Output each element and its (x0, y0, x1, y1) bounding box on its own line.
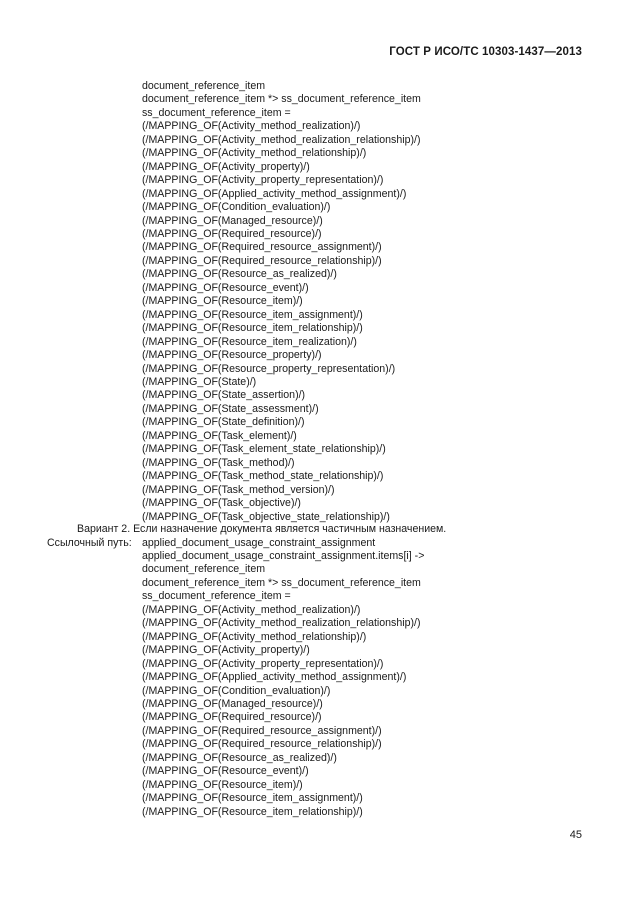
mapping-line: ss_document_reference_item = (142, 590, 291, 603)
mapping-line: (/MAPPING_OF(Required_resource)/) (142, 711, 322, 724)
mapping-line: document_reference_item (142, 80, 266, 92)
reference-path-label: Ссылочный путь: (47, 537, 132, 549)
mapping-line: (/MAPPING_OF(Task_method_version)/) (142, 483, 335, 496)
mapping-line: (/MAPPING_OF(Activity_property)/) (142, 644, 310, 657)
mapping-line: (/MAPPING_OF(Resource_event)/) (142, 765, 309, 778)
mapping-line: document_reference_item *> ss_document_reference_item (142, 93, 421, 106)
mapping-line: (/MAPPING_OF(Resource_item)/) (142, 295, 303, 308)
mapping-line: (/MAPPING_OF(Required_resource_relationship)/) (142, 254, 382, 267)
mapping-line: (/MAPPING_OF(Task_method_state_relationship)/) (142, 470, 384, 483)
mapping-line: (/MAPPING_OF(Required_resource_assignment)/) (142, 724, 382, 737)
mapping-line: (/MAPPING_OF(Activity_property_representation)/) (142, 174, 384, 187)
mapping-line: (/MAPPING_OF(Managed_resource)/) (142, 214, 323, 227)
mapping-line: (/MAPPING_OF(Task_method)/) (142, 456, 295, 469)
mapping-line: (/MAPPING_OF(Task_element_state_relationship)/) (142, 443, 386, 456)
mapping-line: (/MAPPING_OF(Activity_method_realization)/) (142, 120, 361, 133)
mapping-line: (/MAPPING_OF(Activity_method_relationship)/) (142, 147, 367, 160)
mapping-line: (/MAPPING_OF(Condition_evaluation)/) (142, 201, 331, 214)
mapping-line: document_reference_item *> ss_document_reference_item (142, 576, 421, 589)
mapping-line: (/MAPPING_OF(Resource_item_relationship)/) (142, 805, 363, 818)
mapping-line: (/MAPPING_OF(Activity_method_realization_relationship)/) (142, 617, 421, 630)
mapping-line: (/MAPPING_OF(Activity_property)/) (142, 160, 310, 173)
mapping-line: (/MAPPING_OF(Resource_as_realized)/) (142, 268, 337, 281)
mapping-line: (/MAPPING_OF(State_assessment)/) (142, 402, 319, 415)
mapping-line: (/MAPPING_OF(Task_element)/) (142, 429, 297, 442)
mapping-line: (/MAPPING_OF(State)/) (142, 375, 257, 388)
mapping-line: (/MAPPING_OF(Resource_event)/) (142, 281, 309, 294)
mapping-line: (/MAPPING_OF(State_assertion)/) (142, 389, 306, 402)
mapping-line: (/MAPPING_OF(State_definition)/) (142, 416, 305, 429)
mapping-line: (/MAPPING_OF(Resource_item_assignment)/) (142, 792, 363, 805)
mapping-line: (/MAPPING_OF(Required_resource)/) (142, 227, 322, 240)
mapping-line: (/MAPPING_OF(Applied_activity_method_assignment)/) (142, 671, 407, 684)
mapping-line: (/MAPPING_OF(Resource_as_realized)/) (142, 751, 337, 764)
mapping-line: (/MAPPING_OF(Resource_item)/) (142, 778, 303, 791)
mapping-line: ss_document_reference_item = (142, 106, 291, 119)
document-header: ГОСТ Р ИСО/ТС 10303-1437—2013 (389, 46, 582, 58)
mapping-line: (/MAPPING_OF(Managed_resource)/) (142, 697, 323, 710)
mapping-line: applied_document_usage_constraint_assignment.items[i] -> (142, 550, 425, 562)
mapping-line: (/MAPPING_OF(Task_objective)/) (142, 497, 301, 510)
reference-path-first-line: applied_document_usage_constraint_assignment (142, 537, 376, 549)
page-number: 45 (569, 829, 582, 841)
mapping-line: (/MAPPING_OF(Resource_item_relationship)/) (142, 322, 363, 335)
mapping-line: (/MAPPING_OF(Required_resource_assignment)/) (142, 241, 382, 254)
mapping-line: (/MAPPING_OF(Required_resource_relationship)/) (142, 738, 382, 751)
mapping-line: (/MAPPING_OF(Applied_activity_method_assignment)/) (142, 187, 407, 200)
mapping-line: (/MAPPING_OF(Activity_property_representation)/) (142, 657, 384, 670)
mapping-line: (/MAPPING_OF(Resource_item_realization)/) (142, 335, 357, 348)
mapping-line: (/MAPPING_OF(Activity_method_realization_relationship)/) (142, 133, 421, 146)
variant-2-heading: Вариант 2. Если назначение документа является частичным назначением. (77, 523, 447, 535)
mapping-line: (/MAPPING_OF(Resource_property_representation)/) (142, 362, 396, 375)
mapping-line: (/MAPPING_OF(Activity_method_realization)/) (142, 603, 361, 616)
mapping-line: (/MAPPING_OF(Resource_item_assignment)/) (142, 308, 363, 321)
mapping-line: (/MAPPING_OF(Condition_evaluation)/) (142, 684, 331, 697)
mapping-line: (/MAPPING_OF(Task_objective_state_relationship)/) (142, 510, 390, 523)
mapping-block-variant-2 (142, 550, 424, 819)
mapping-line: (/MAPPING_OF(Activity_method_relationship)/) (142, 630, 367, 643)
mapping-block-variant-1 (142, 80, 421, 524)
mapping-line: document_reference_item (142, 563, 266, 576)
mapping-line: (/MAPPING_OF(Resource_property)/) (142, 349, 322, 362)
